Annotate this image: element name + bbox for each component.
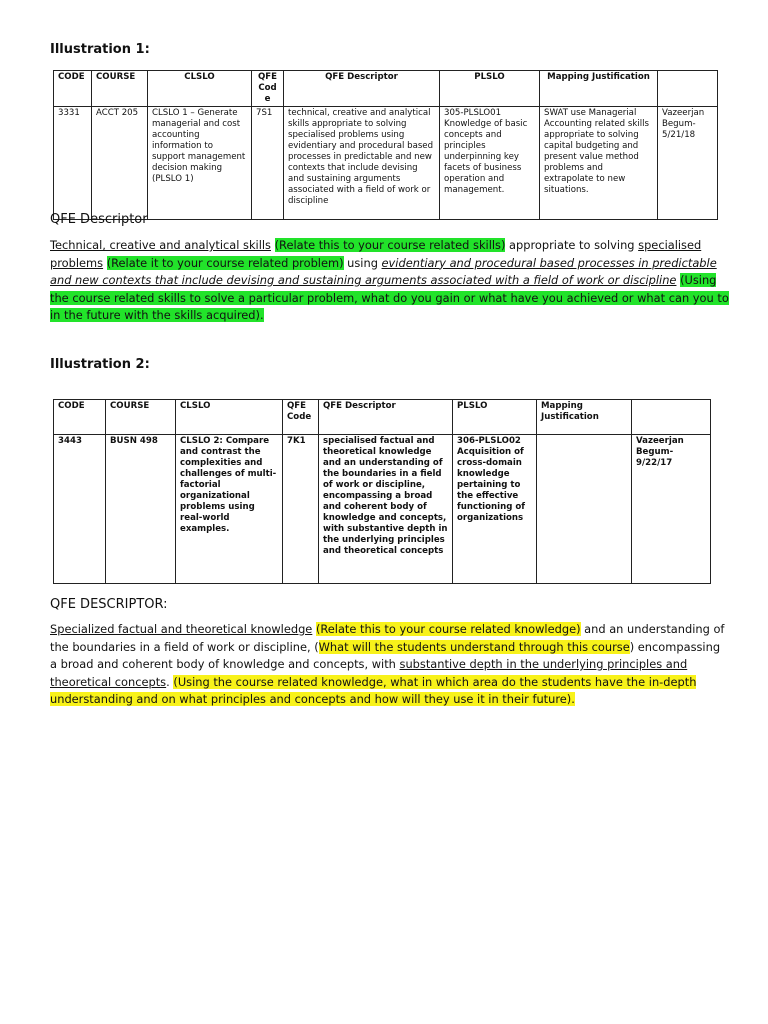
cell-mapping: SWAT use Managerial Accounting related skills appropriate to solving capital budgeting and present value method problems and extrapolate to new situations. <box>540 107 658 220</box>
header-clslo: CLSLO <box>176 400 283 435</box>
illustration-2-table <box>53 399 711 584</box>
qfe1-text-6: evidentiary and procedural based processes in predictable and new contexts that include devising and sustaining arguments associated with a field of work or discipline <box>50 255 717 287</box>
qfe2-highlight-3: (Using the course related knowledge, what in which area do the students have the in-depth understanding and on what principles and concepts and how will they use it in their future) <box>50 674 697 706</box>
qfe1-highlight-3: (Using the course related skills to solve a particular problem, what do you gain or what have you achieved or what can you to in the future with the skills acquired) <box>50 273 729 322</box>
header-plslo: PLSLO <box>440 71 540 107</box>
cell-author: Vazeerjan Begum- 5/21/18 <box>658 107 718 220</box>
qfe2-highlight-2: What will the students understand through this course <box>318 639 630 654</box>
illustration-2-heading: Illustration 2: <box>50 357 150 372</box>
cell-clslo: CLSLO 2: Compare and contrast the complexities and challenges of multi-factorial organizational problems using real-world examples. <box>176 435 283 584</box>
cell-plslo: 306-PLSLO02 Acquisition of cross-domain knowledge pertaining to the effective functioning of organizations <box>453 435 537 584</box>
header-course: COURSE <box>106 400 176 435</box>
header-code: CODE <box>54 400 106 435</box>
qfe1-text-8: . <box>259 308 264 322</box>
qfe-descriptor-2-paragraph <box>50 621 730 709</box>
qfe1-text-2: appropriate to solving <box>505 238 639 252</box>
table-header-row <box>54 71 718 107</box>
header-qfe-descriptor: QFE Descriptor <box>319 400 453 435</box>
header-qfe-descriptor: QFE Descriptor <box>284 71 440 107</box>
cell-author: Vazeerjan Begum- 9/22/17 <box>632 435 711 584</box>
qfe2-text-5: substantive depth in the underlying principles and theoretical concepts <box>50 657 688 689</box>
table-header-row <box>54 400 711 435</box>
illustration-1-heading: Illustration 1: <box>50 42 150 57</box>
cell-clslo: CLSLO 1 – Generate managerial and cost accounting information to support management decision making (PLSLO 1) <box>148 107 252 220</box>
cell-course: ACCT 205 <box>92 107 148 220</box>
cell-code: 3443 <box>54 435 106 584</box>
qfe1-text-1: Technical, creative and analytical skills <box>50 238 271 252</box>
qfe2-highlight-1: (Relate this to your course related knowledge) <box>315 622 581 636</box>
header-qfe-code: QFE Code <box>283 400 319 435</box>
cell-qfe-descriptor: specialised factual and theoretical knowledge and an understanding of the boundaries in a field of work or discipline, encompassing a broad and coherent body of knowledge and concepts, with substantive depth in the underlying principles and theoretical concepts <box>319 435 453 584</box>
header-mapping-justification: Mapping Justification <box>540 71 658 107</box>
cell-qfe-code: 7S1 <box>252 107 284 220</box>
header-plslo: PLSLO <box>453 400 537 435</box>
qfe1-text-5: using <box>343 255 382 270</box>
header-blank <box>658 71 718 107</box>
qfe-descriptor-heading: QFE Descriptor <box>50 212 148 227</box>
qfe1-text-3: specialised problems <box>50 238 702 270</box>
qfe2-text-1: Specialized factual and theoretical knowledge <box>50 622 313 636</box>
header-blank <box>632 400 711 435</box>
table-row <box>54 435 711 584</box>
qfe2-text-3: and an understanding of the boundaries in a field of work or discipline, ( <box>50 622 725 654</box>
cell-qfe-code: 7K1 <box>283 435 319 584</box>
header-course: COURSE <box>92 71 148 107</box>
cell-plslo: 305-PLSLO01 Knowledge of basic concepts and principles underpinning key facets of business operation and management. <box>440 107 540 220</box>
qfe1-highlight-2: (Relate it to your course related problem) <box>106 255 344 270</box>
header-qfe-code: QFE Code <box>252 71 284 107</box>
qfe2-text-7: . <box>571 692 575 706</box>
cell-qfe-descriptor: technical, creative and analytical skills appropriate to solving specialised problems using evidentiary and procedural based processes in predictable and new contexts that include devising and sustaining arguments associated with a field of work or discipline <box>284 107 440 220</box>
header-mapping-justification: Mapping Justification <box>537 400 632 435</box>
qfe2-text-6: . <box>166 674 174 689</box>
header-clslo: CLSLO <box>148 71 252 107</box>
qfe-descriptor-paragraph <box>50 237 730 325</box>
qfe-descriptor-2-heading: QFE DESCRIPTOR: <box>50 597 168 612</box>
illustration-1-table <box>53 70 718 220</box>
cell-code: 3331 <box>54 107 92 220</box>
cell-course: BUSN 498 <box>106 435 176 584</box>
qfe2-text-4: ) encompassing a broad and coherent body of knowledge and concepts, with <box>50 639 721 671</box>
header-code: CODE <box>54 71 92 107</box>
qfe1-highlight-1: (Relate this to your course related skills) <box>274 238 506 252</box>
table-row <box>54 107 718 220</box>
cell-mapping <box>537 435 632 584</box>
